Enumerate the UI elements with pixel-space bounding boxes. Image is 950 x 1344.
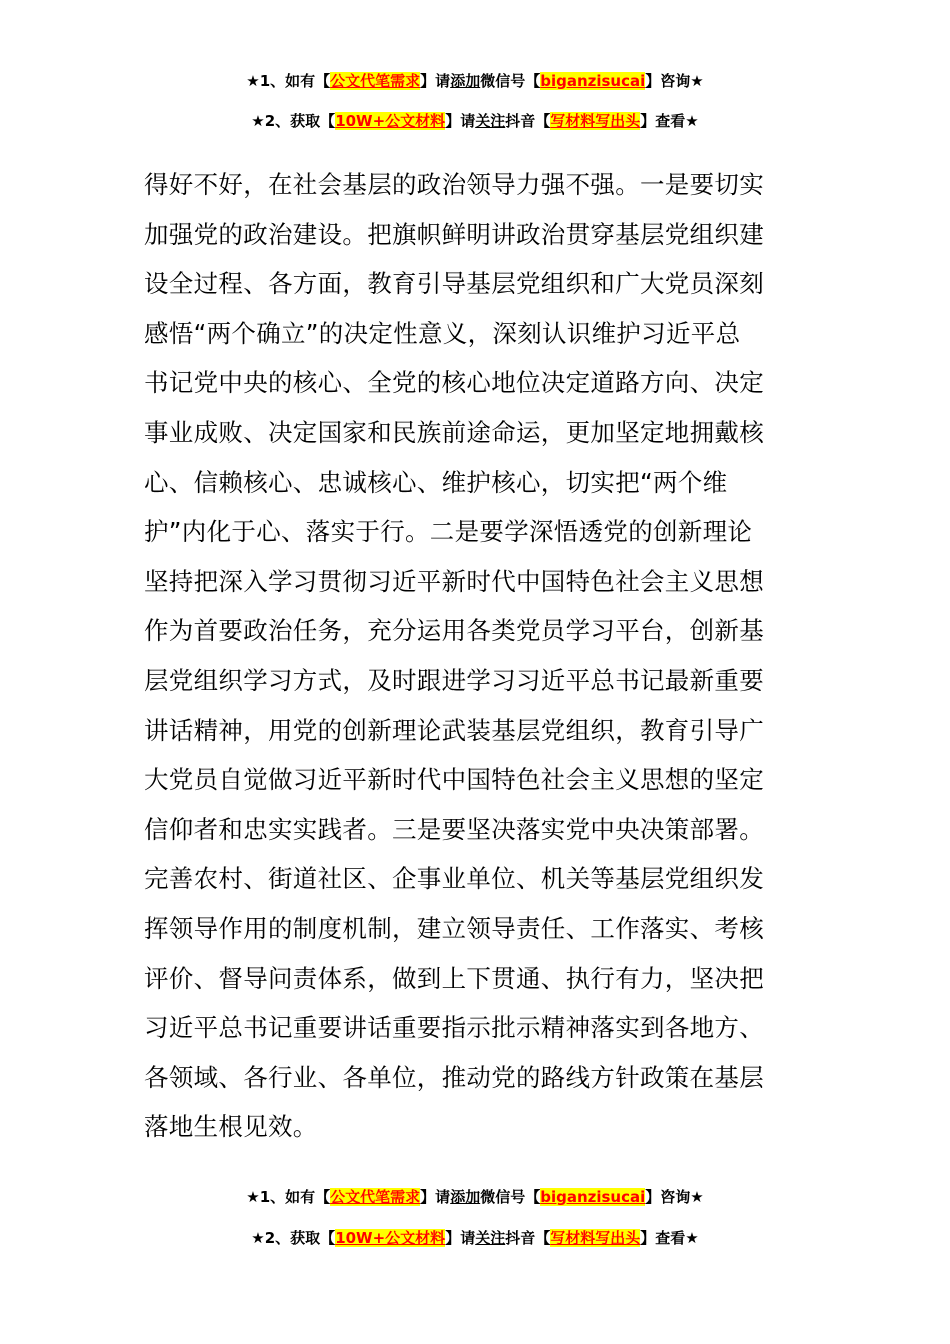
promo-text: 】请 [420, 72, 451, 90]
footer-promo-line-1 [0, 1187, 950, 1207]
promo-highlight-douyin-account: 写材料写出头 [550, 112, 641, 130]
promo-text: 抖音【 [505, 1229, 551, 1247]
promo-highlight-service: 公文代笔需求 [330, 1188, 421, 1206]
body-line: 评价、督导问责体系，做到上下贯通、执行有力，坚决把 [144, 963, 764, 993]
promo-text: 】请 [445, 1229, 476, 1247]
promo-highlight-service: 公文代笔需求 [330, 72, 421, 90]
promo-highlight-materials: 10W+公文材料 [335, 1229, 446, 1247]
body-line: 大党员自觉做习近平新时代中国特色社会主义思想的坚定 [144, 765, 764, 795]
promo-underlined-action: 关注 [475, 112, 506, 130]
promo-highlight-wechat-id: biganzisucai [540, 72, 646, 90]
body-line: 加强党的政治建设。把旗帜鲜明讲政治贯穿基层党组织建 [144, 219, 764, 249]
body-line: 感悟“两个确立”的决定性意义，深刻认识维护习近平总 [144, 318, 741, 348]
promo-prefix: ★2、获取【 [251, 112, 336, 130]
body-line: 作为首要政治任务，充分运用各类党员学习平台，创新基 [144, 616, 764, 646]
promo-highlight-douyin-account: 写材料写出头 [550, 1229, 641, 1247]
body-line: 坚持把深入学习贯彻习近平新时代中国特色社会主义思想 [144, 566, 764, 596]
body-line: 书记党中央的核心、全党的核心地位决定道路方向、决定 [144, 368, 764, 398]
promo-underlined-action: 添加 [450, 72, 481, 90]
promo-prefix: ★1、如有【 [246, 72, 331, 90]
body-line: 各领域、各行业、各单位，推动党的路线方针政策在基层 [144, 1062, 764, 1092]
promo-text: 】请 [420, 1188, 451, 1206]
body-line: 习近平总书记重要讲话重要指示批示精神落实到各地方、 [144, 1013, 764, 1043]
promo-highlight-wechat-id: biganzisucai [540, 1188, 646, 1206]
footer-promo-line-2 [0, 1228, 950, 1248]
body-line: 挥领导作用的制度机制，建立领导责任、工作落实、考核 [144, 913, 764, 943]
header-promo-line-2 [0, 111, 950, 131]
body-line: 护”内化于心、落实于行。二是要学深悟透党的创新理论 [144, 517, 753, 547]
document-body [144, 160, 808, 1152]
body-line: 信仰者和忠实实践者。三是要坚决落实党中央决策部署。 [144, 814, 764, 844]
promo-suffix: 】咨询★ [645, 72, 704, 90]
promo-highlight-materials: 10W+公文材料 [335, 112, 446, 130]
promo-text: 微信号【 [480, 1188, 541, 1206]
promo-suffix: 】查看★ [640, 1229, 699, 1247]
body-line: 设全过程、各方面，教育引导基层党组织和广大党员深刻 [144, 269, 764, 299]
promo-text: 微信号【 [480, 72, 541, 90]
promo-text: 抖音【 [505, 112, 551, 130]
body-line: 完善农村、街道社区、企事业单位、机关等基层党组织发 [144, 864, 764, 894]
body-line: 层党组织学习方式，及时跟进学习习近平总书记最新重要 [144, 665, 764, 695]
promo-prefix: ★2、获取【 [251, 1229, 336, 1247]
header-promo-line-1 [0, 71, 950, 91]
body-line: 心、信赖核心、忠诚核心、维护核心，切实把“两个维 [144, 467, 728, 497]
promo-prefix: ★1、如有【 [246, 1188, 331, 1206]
promo-underlined-action: 关注 [475, 1229, 506, 1247]
body-line: 事业成败、决定国家和民族前途命运，更加坚定地拥戴核 [144, 417, 764, 447]
promo-text: 】请 [445, 112, 476, 130]
promo-suffix: 】查看★ [640, 112, 699, 130]
body-line: 得好不好，在社会基层的政治领导力强不强。一是要切实 [144, 170, 764, 199]
body-line: 落地生根见效。 [144, 1112, 318, 1142]
promo-underlined-action: 添加 [450, 1188, 481, 1206]
promo-suffix: 】咨询★ [645, 1188, 704, 1206]
body-line: 讲话精神，用党的创新理论武装基层党组织，教育引导广 [144, 715, 764, 745]
